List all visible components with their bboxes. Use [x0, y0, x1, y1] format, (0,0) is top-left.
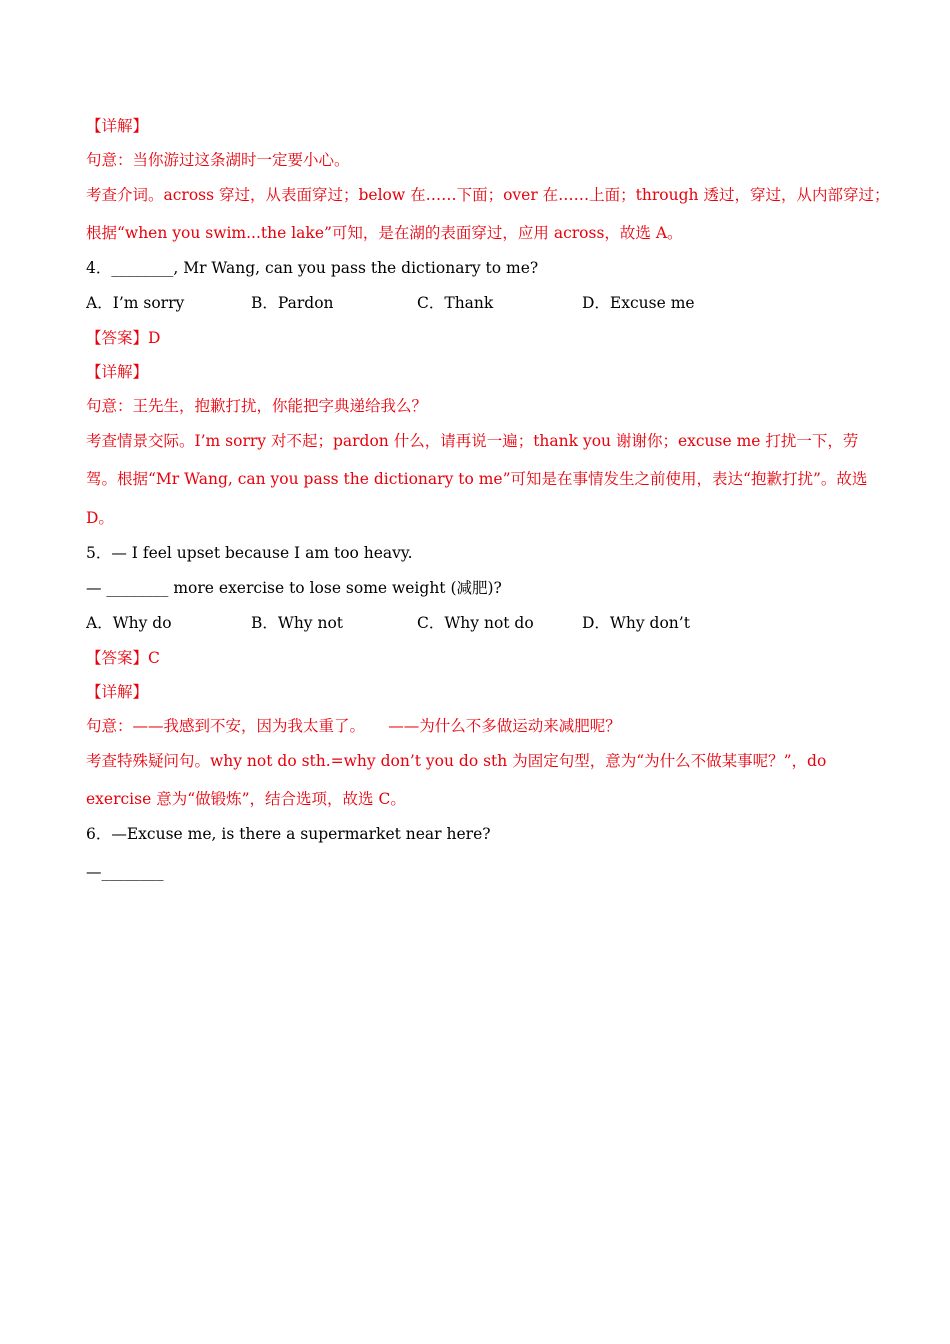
- q6-stem-line-2: —________: [86, 863, 164, 881]
- q4-stem: 4．________, Mr Wang, can you pass the dictionary to me?: [86, 259, 539, 277]
- q5-option-b: B．Why not: [251, 614, 344, 632]
- q5-analysis-line-1: 考查特殊疑问句。why not do sth.=why don’t you do sth 为固定句型，意为“为什么不做某事呢？”，do: [86, 752, 827, 770]
- q5-meaning: 句意：——我感到不安，因为我太重了。 ——为什么不多做运动来减肥呢？: [86, 717, 621, 735]
- q3-analysis-line-2: 根据“when you swim...the lake”可知，是在湖的表面穿过，应用 across，故选 A。: [86, 224, 683, 242]
- q5-stem-line-1: 5．— I feel upset because I am too heavy.: [86, 544, 413, 562]
- q5-option-d: D．Why don’t: [582, 614, 690, 632]
- q4-detail-label: 【详解】: [86, 363, 149, 381]
- q4-analysis-line-3: D。: [86, 509, 114, 527]
- q6-stem-line-1: 6．—Excuse me, is there a supermarket near here?: [86, 825, 491, 843]
- q5-option-c: C．Why not do: [417, 614, 534, 632]
- q4-option-a: A．I’m sorry: [86, 294, 185, 312]
- q4-option-d: D．Excuse me: [582, 294, 695, 312]
- q4-answer: 【答案】D: [86, 329, 161, 347]
- q4-option-b: B．Pardon: [251, 294, 334, 312]
- q4-meaning: 句意：王先生，抱歉打扰，你能把字典递给我么？: [86, 397, 428, 415]
- q3-meaning: 句意：当你游过这条湖时一定要小心。: [86, 151, 350, 169]
- q5-option-a: A．Why do: [86, 614, 172, 632]
- q5-detail-label: 【详解】: [86, 683, 149, 701]
- q5-stem-line-2: — ________ more exercise to lose some weight (减肥)?: [86, 579, 502, 597]
- q3-detail-label: 【详解】: [86, 117, 149, 135]
- q3-analysis-line-1: 考查介词。across 穿过，从表面穿过；below 在……下面；over 在……上面；through 透过，穿过，从内部穿过；: [86, 186, 890, 204]
- q5-analysis-line-2: exercise 意为“做锻炼”，结合选项，故选 C。: [86, 790, 406, 808]
- q5-answer: 【答案】C: [86, 649, 160, 667]
- q4-analysis-line-2: 驾。根据“Mr Wang, can you pass the dictionary to me”可知是在事情发生之前使用，表达“抱歉打扰”。故选: [86, 470, 868, 488]
- q4-option-c: C．Thank: [417, 294, 494, 312]
- q4-analysis-line-1: 考查情景交际。I’m sorry 对不起；pardon 什么，请再说一遍；thank you 谢谢你；excuse me 打扰一下，劳: [86, 432, 859, 450]
